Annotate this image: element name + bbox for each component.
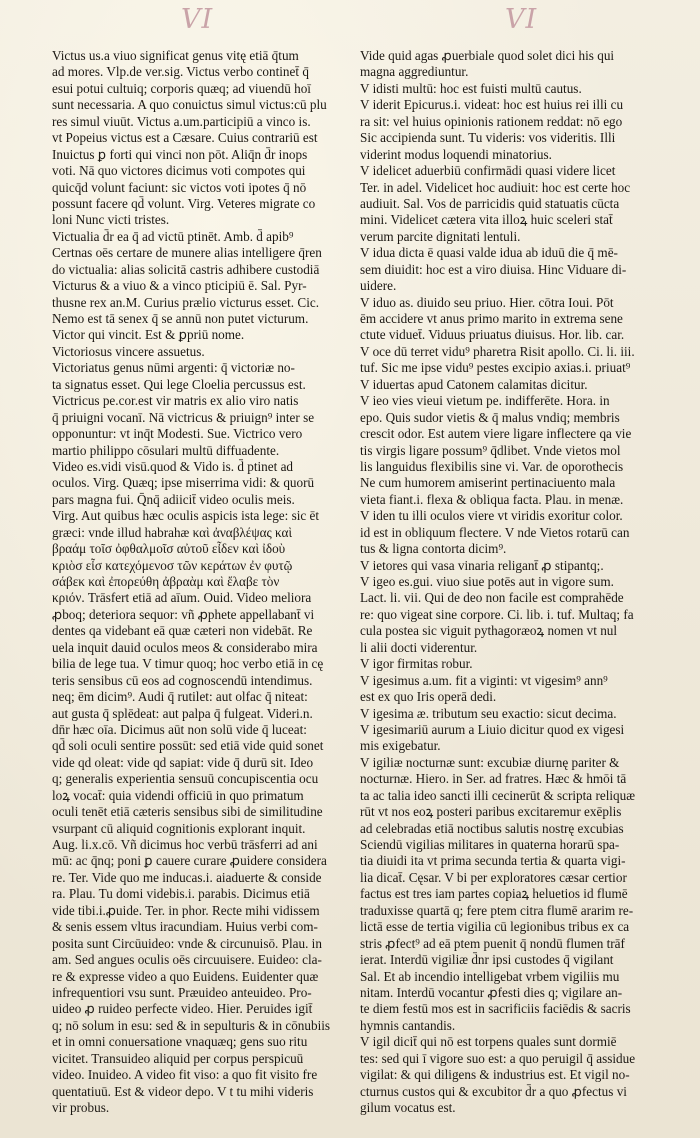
right-column-line: sem diuidit: hoc est a viro diuisa. Hinc Viduare di- <box>360 261 627 277</box>
right-column-line: ad celebradas etiā noctibus salutis nostrę excubias <box>360 820 624 836</box>
left-column-line: Virg. Aut quibus hæc oculis aspicis ista lege: sic ēt <box>52 508 320 524</box>
left-column-line: βραάμ τοῖσ ὀφθαλμοῖσ αὐτοῦ εἶδεν καὶ ἰδοὺ <box>52 541 286 557</box>
right-column-line: V iderit Epicurus.i. videat: hoc est huius rei illi cu <box>360 97 624 113</box>
right-column-line: V idua dicta ē quasi valde idua ab iduū die q̄ mē- <box>360 245 618 261</box>
left-column-line: vide qd oleat: vide qd sapiat: vide q̄ durū sit. Ideo <box>52 754 314 770</box>
right-column-line: Vide quid agas ꝓuerbiale quod solet dici his qui <box>360 48 615 63</box>
right-column-line: V igesimus a.um. fit a viginti: vt vigesim⁹ ann⁹ <box>360 672 608 688</box>
left-column-line: oculos. Virg. Quæq; ipse miserrima vidi: & quorū <box>52 475 315 491</box>
left-column-line: quentatiuū. Est & videor depo. V t tu mihi videris <box>52 1083 314 1099</box>
right-column-line: V idisti multū: hoc est fuisti multū cautus. <box>360 80 582 96</box>
left-column-line: sunt necessaria. A quo conuictus simul victus:cū plu <box>52 97 327 113</box>
left-column-line: vicitet. Transuideo aliquid per corpus perspicuū <box>52 1050 304 1066</box>
left-column-line: græci: vnde illud habrahæ καὶ ἀναβλέψας καὶ <box>52 524 293 540</box>
left-column-line: ꝓboq; deteriora sequor: vñ ꝓphete appellabant̄ vi <box>52 606 315 622</box>
right-column-line: audiuit. Sal. Vos de parricidis quid statuatis cūcta <box>360 195 620 211</box>
right-column-line: viderint modus loquendi minatorius. <box>360 146 552 162</box>
right-column-line: V iduo as. diuido seu priuo. Hier. cōtra Ioui. Pōt <box>360 294 614 310</box>
left-column-line: oculi tenēt etiā cæteris sensibus sibi de similitudine <box>52 804 323 820</box>
left-column-line: qd̄ soli oculi sentire possūt: sed etiā vide quid sonet <box>52 738 324 754</box>
left-column-line: re. Ter. Vide quo me inducas.i. aiaduerte & conside <box>52 869 322 885</box>
right-column-line: tia diuidi ita vt prima secunda tertia & quarta vigi- <box>360 853 626 869</box>
right-column-line: V igor firmitas robur. <box>360 656 473 672</box>
right-column-line: V ietores qui vasa vinaria religant̄ ꝓ stipantq;. <box>360 557 604 573</box>
left-column-line: q̄ priuigni vocanī. Nā victricus & priuign⁹ inter se <box>52 409 315 425</box>
left-column-line: vt Popeius victus est a Cæsare. Cuius contrariū est <box>52 130 318 146</box>
right-column-line: hymnis cantandis. <box>360 1017 456 1033</box>
right-column-line: re: quo vigeat sine corpore. Ci. lib. i. tuf. Multaq; fa <box>360 606 634 622</box>
left-column-line: quicq̄d volunt faciunt: sic victos voti ipotes q̄ nō <box>52 179 307 195</box>
left-column-line: Nemo est tā senex q̄ se annū non putet victurum. <box>52 311 309 326</box>
left-column-line: re & expresse video a quo Euidens. Euidenter quæ <box>52 968 319 984</box>
left-column-line: voti. Nā quo victores dicimus voti compotes qui <box>52 163 306 179</box>
right-column-line: rūt vt nos eoꝝ posteri paribus excitaremur exēplis <box>360 804 622 820</box>
left-column-line: vir probus. <box>52 1100 110 1115</box>
right-column-line: V igil dicit̄ qui nō est torpens quales sunt dormiē <box>360 1034 617 1050</box>
left-column-line: ad mores. Vlp.de ver.sig. Victus verbo continet̄ q̄ <box>52 64 309 80</box>
right-column-line: V ieo vies vieui vietum pe. indifferēte. Hora. in <box>360 393 610 409</box>
left-column-line: pars magna fui. Q̄nq̄ adiicit̄ video oculis meis. <box>52 491 295 507</box>
left-column-line: am. Sed angues oculis oēs circuuisere. Euideo: cla- <box>52 952 322 968</box>
left-column-line: infrequentiori vsu sunt. Præuideo anteuideo. Pro- <box>52 984 312 1000</box>
left-column-line: q; generalis experientia sensuū concupiscentia ocu <box>52 771 319 787</box>
right-column-line: lis languidus flexibilis sine vi. Var. de oporothecis <box>360 458 624 474</box>
right-column-line: gilum vocatus est. <box>360 1100 456 1115</box>
left-column-line: Victus us.a viuo significat genus vitę etiā q̄tum <box>52 48 299 63</box>
left-column-line: ra. Plau. Tu domi videbis.i. parabis. Dicimus etiā <box>52 886 310 902</box>
right-column-line: lia dicat̄. Cęsar. V bi per exploratores cæsar certior <box>360 869 627 885</box>
left-column-line: do victualia: alias solicitā castris adhibere custodiā <box>52 261 320 277</box>
left-column-line: esui potui cultuiq; corporis quæq; ad viuendū hoī <box>52 80 311 96</box>
right-column-line: te diem festū mos est in sacrificiis faciēdis & sacris <box>360 1001 631 1017</box>
right-column-line: V igiliæ nocturnæ sunt: excubiæ diurnę pariter & <box>360 754 620 770</box>
right-column-line: cula postea sic viguit pythagoræoꝝ nomen vt nul <box>360 623 618 639</box>
right-column-line: V igesima æ. tributum seu exactio: sicut decima. <box>360 705 617 721</box>
right-column-line: est ex quo Iris operā dedi. <box>360 689 497 705</box>
right-column-line: mis exigebatur. <box>360 738 441 754</box>
right-column-line: ta ac talia ideo sancti illi cecinerūt & scripta reliquæ <box>360 787 635 803</box>
right-column-line: Sic accipienda sunt. Tu videris: vos videritis. Illi <box>360 130 616 146</box>
right-column-line: V oce dū terret vidu⁹ pharetra Risit apollo. Ci. li. iii. <box>360 343 635 359</box>
left-column-line: σάβεκ καὶ ἐπορεύθη ἀβραὰμ καὶ ἔλαβε τὸν <box>52 574 280 589</box>
left-column-line: res simul viuūt. Victus a.um.participiū a vinco is. <box>52 113 311 129</box>
right-column-line: ēm accidere vt anus primo marito in extrema sene <box>360 311 623 326</box>
left-column-line: Certnas oēs certare de munere alias intelligere q̄ren <box>52 245 322 261</box>
right-column-line: V igesimariū aurum a Liuio dicitur quod ex vigesi <box>360 721 625 737</box>
right-column-line: magna aggrediuntur. <box>360 64 469 80</box>
left-column-line: Victualia d̄r ea q̄ ad victū ptinēt. Amb. d̄ apib⁹ <box>52 228 294 244</box>
right-column-line: mini. Videlicet cætera vita illoꝝ huic sceleri stat̄ <box>360 212 613 228</box>
left-column-line: uideo ꝓ ruideo perfecte video. Hier. Peruides igit̄ <box>52 1001 313 1017</box>
right-column-line: vigilat: & qui diligens & industrius est. Et vigil no- <box>360 1067 630 1083</box>
left-column-line: thusne rex an.M. Curius prælio victurus esset. Cic. <box>52 294 320 310</box>
left-column-line: vide tibi.i.ꝓuide. Ter. in phor. Recte mihi vidissem <box>52 902 320 918</box>
right-column-line: ra sit: vel huius opinionis rationem reddat: nō ego <box>360 113 623 129</box>
left-column-line: mū: ac q̄nq; poni ꝑ cauere curare ꝓuidere considera <box>52 853 327 869</box>
left-column-line: κριὸσ εἷσ κατεχόμενοσ τῶν κεράτων ἐν φυτῷ <box>52 557 293 573</box>
right-column-line: tus & ligna contorta dicim⁹. <box>360 541 507 557</box>
right-column-line: Lact. li. vii. Qui de deo non facile est comprahēde <box>360 590 624 606</box>
folio-mark-right: VI <box>505 4 538 35</box>
left-column-line: martio philippo cōsulari multū diffuadente. <box>52 442 280 458</box>
right-column-line: traduxisse quartā q; fere ptem citra flumē ararim re- <box>360 902 634 918</box>
left-column-line: loꝝ vocat̄: quia videndi officiū in quo primatum <box>52 787 304 803</box>
left-column-line: Victor qui vincit. Est & ꝑpriū nome. <box>52 327 245 343</box>
left-column-line: bilia de lege tua. V timur quoq; hoc verbo etiā in cę <box>52 656 324 672</box>
left-column-line: Inuictus ꝑ forti qui vinci non pōt. Aliq̄n d̄r inops <box>52 146 308 162</box>
left-column-line: et in omni conuersatione vnaquæq; gens suo ritu <box>52 1034 308 1050</box>
left-column-line: Victurus & a viuo & a vinco pticipiū ē. Sal. Pyr- <box>52 278 307 294</box>
right-column-line: ctute viduet̄. Viduus priuatus diuisus. Hor. lib. car. <box>360 327 625 343</box>
right-column-line: V iden tu illi oculos viere vt viridis exoritur color. <box>360 508 623 524</box>
folio-mark-left: VI <box>181 4 214 35</box>
left-column-line: vsurpant cū aliquid cognitionis explorant inquit. <box>52 820 306 836</box>
right-column-line: tes: sed qui ī vigore suo est: a quo peruigil q̄ assidue <box>360 1050 636 1066</box>
left-column-line: Victricus pe.cor.est vir matris ex alio viro natis <box>52 393 299 409</box>
left-text-column <box>52 48 365 1116</box>
left-column-line: & senis essem vltus iracundiam. Huius verbi com- <box>52 919 318 935</box>
left-column-line: dn̄r hæc oīa. Dicimus aūt non solū vide q̄ luceat: <box>52 721 307 737</box>
left-column-line: posita sunt Circūuideo: vnde & circunuisō. Plau. in <box>52 935 322 951</box>
left-column-line: ta signatus esset. Qui lege Cloelia percussus est. <box>52 376 306 392</box>
right-column-line: V idelicet aduerbiū confirmādi quasi videre licet <box>360 163 616 179</box>
left-column-line: Aug. li.x.cō. Vñ dicimus hoc verbū trāsferri ad ani <box>52 837 318 852</box>
right-column-line: id est in obliquum flectere. V nde Vietos rotarū can <box>360 524 630 540</box>
right-column-line: nocturnæ. Hiero. in Ser. ad fratres. Hæc & hmōi tā <box>360 771 627 787</box>
left-column-line: aut gusta q̄ splēdeat: aut palpa q̄ fulgeat. Videri.n. <box>52 705 313 721</box>
left-column-line: opponuntur: vt inq̄t Modesti. Sue. Victrico vero <box>52 426 303 442</box>
right-column-line: V iduertas apud Catonem calamitas dicitur. <box>360 376 588 392</box>
left-column-line: κριόν. Trāsfert etiā ad aīum. Ouid. Video meliora <box>52 590 312 606</box>
right-column-line: Sciendū vigilias militares in quaterna horarū spa- <box>360 837 620 852</box>
left-column-line: neq; ēm dicim⁹. Audi q̄ rutilet: aut olfac q̄ niteat: <box>52 689 308 705</box>
left-column-line: possunt facere qd̄ volunt. Virg. Veteres migrate co <box>52 195 316 211</box>
left-column-line: Victoriosus vincere assuetus. <box>52 343 205 359</box>
left-column-line: video. Inuideo. A video fit viso: a quo fit visito fre <box>52 1067 318 1083</box>
right-text-column <box>360 48 660 1116</box>
right-column-line: nitam. Interdū vocantur ꝓfesti dies q; vigilare an- <box>360 984 623 1000</box>
right-column-line: lictā esse de tertia vigilia cū legionibus tribus ex ca <box>360 919 630 935</box>
right-column-line: ierat. Interdū vigiliæ d̄nr ipsi custodes q̄ vigilant <box>360 952 614 968</box>
right-column-line: vieta fiant.i. flexa & obliqua facta. Plau. in menæ. <box>360 491 624 507</box>
right-column-line: V igeo es.gui. viuo siue potēs aut in vigore sum. <box>360 574 614 589</box>
right-column-line: Ter. in adel. Videlicet hoc audiuit: hoc est certe hoc <box>360 179 631 195</box>
right-column-line: verum parcite dignitati lentuli. <box>360 228 521 244</box>
right-column-line: epo. Quis sudor vietis & q̄ malus vndiq; membris <box>360 409 620 425</box>
left-column-line: Video es.vidi visū.quod & Vido is. d̄ ptinet ad <box>52 458 294 474</box>
left-column-line: uela inquit dauid oculos meos & considerabo mira <box>52 639 318 655</box>
right-column-line: factus est tres iam partes copiaꝝ heluetios id flumē <box>360 886 628 902</box>
left-column-line: teris sensibus cū eos ad cognoscendū intendimus. <box>52 672 313 688</box>
right-column-line: tis virgis ligare possum⁹ q̄dlibet. Vnde vietos mol <box>360 442 621 458</box>
left-column-line: q; nō solum in esu: sed & in sepulturis & in cōnubiis <box>52 1017 331 1033</box>
right-column-line: uidere. <box>360 278 397 294</box>
left-column-line: Victoriatus genus nūmi argenti: q̄ victoriæ no- <box>52 360 295 376</box>
right-column-line: crescit odor. Est autem viere ligare inflectere qa vie <box>360 426 632 442</box>
right-column-line: cturnus custos qui & excubitor d̄r a quo ꝓfectus vi <box>360 1083 627 1099</box>
right-column-line: tuf. Sic me ipse vidu⁹ pestes excipio axias.i. priuat⁹ <box>360 360 631 376</box>
right-column-line: Ne cum humorem amiserint pertinaciuento mala <box>360 475 616 491</box>
left-column-line: dentes qa videbant eā quæ cæteri non videbāt. Re <box>52 623 313 639</box>
right-column-line: li alii docti viderentur. <box>360 639 478 655</box>
right-column-line: stris ꝓfect⁹ ad eā ptem puenit q̄ nondū flumen trāf <box>360 935 625 951</box>
right-column-line: Sal. Et ab incendio intelligebat vrbem vigiliis mu <box>360 968 620 984</box>
left-column-line: loni Nunc victi tristes. <box>52 212 170 228</box>
